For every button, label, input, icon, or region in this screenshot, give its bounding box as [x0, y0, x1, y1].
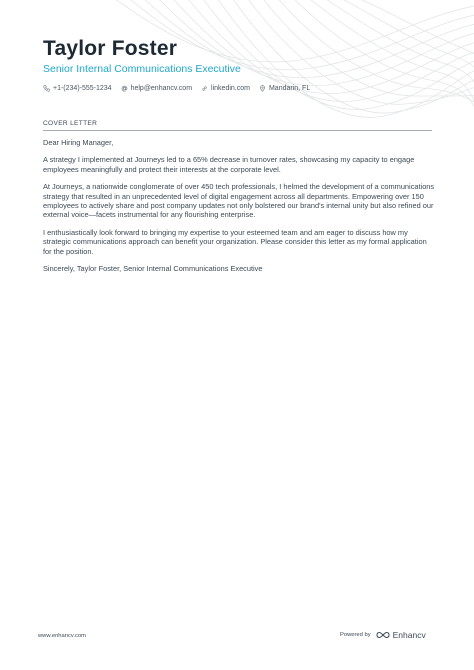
at-icon [121, 85, 128, 92]
contact-location [259, 85, 310, 92]
brand-logo[interactable] [376, 630, 426, 640]
letter-closing: Sincerely, Taylor Foster, Senior Internal Communications Executive [43, 264, 263, 274]
contact-email-text: help@enhancv.com [130, 84, 193, 92]
letter-body [43, 138, 435, 281]
contact-phone-text: +1-(234)-555-1234 [53, 84, 112, 92]
location-pin-icon [259, 85, 266, 92]
contact-info [43, 82, 310, 94]
letter-greeting: Dear Hiring Manager, [43, 138, 114, 147]
contact-location-text: Mandarin, FL [268, 84, 311, 92]
contact-linkedin[interactable] [201, 85, 250, 92]
contact-linkedin-text: linkedin.com [211, 84, 250, 92]
footer-powered-by [340, 630, 426, 640]
powered-by-label: Powered by [340, 632, 371, 638]
contact-phone[interactable] [43, 85, 112, 92]
candidate-name: Taylor Foster [43, 37, 178, 60]
contact-email[interactable] [121, 85, 192, 92]
letter-paragraph: I enthusiastically look forward to bringing my expertise to your esteemed team and am eager to discuss how my strategic communications approach can benefit your organization. Please consider this letter as my formal application for the position. [43, 227, 427, 256]
section-heading-cover-letter: COVER LETTER [43, 120, 98, 127]
letter-paragraph: At Journeys, a nationwide conglomerate of over 450 tech professionals, I helmed the development of a communications strategy that resulted in an unprecedented level of digital engagement across all departments. Empowering over 150 employees to actively share and post company updates not only bolstered our brand's internal unity but also refined our external voice—facets instrumental for any flourishing enterprise. [43, 182, 435, 220]
infinity-logo-icon [376, 631, 390, 639]
link-icon [201, 85, 208, 92]
footer-website-link[interactable]: www.enhancv.com [38, 633, 86, 639]
section-divider [43, 130, 432, 131]
letter-paragraph: A strategy I implemented at Journeys led to a 65% decrease in turnover rates, showcasing my capacity to engage employees meaningfully and protect their interests at the corporate level. [43, 155, 415, 174]
candidate-title: Senior Internal Communications Executive [43, 63, 241, 75]
phone-icon [43, 85, 50, 92]
brand-name: Enhancv [392, 630, 426, 640]
